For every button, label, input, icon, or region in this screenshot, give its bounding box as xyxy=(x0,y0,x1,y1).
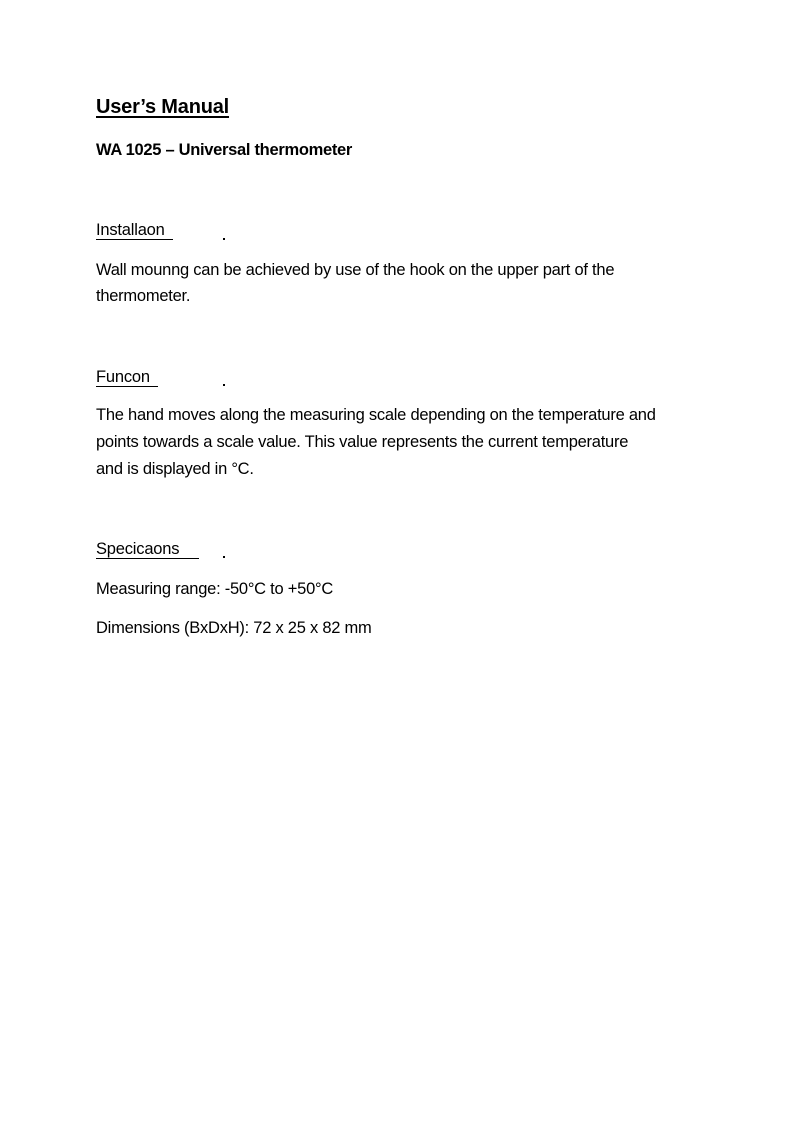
section-heading-installation xyxy=(96,221,173,240)
document-title: User’s Manual xyxy=(96,96,230,118)
section-heading-function xyxy=(96,368,158,387)
section-heading-specifications-text: Specicaons xyxy=(96,541,199,559)
installation-text-line-1: Wall mounng can be achieved by use of the hook on the upper part of the xyxy=(96,261,615,279)
stray-dot xyxy=(223,556,225,558)
function-text-line-3: and is displayed in °C. xyxy=(96,460,254,478)
function-text-line-2: points towards a scale value. This value represents the current temperature xyxy=(96,433,629,451)
section-heading-installation-text: Installaon xyxy=(96,222,173,240)
section-heading-function-text: Funcon xyxy=(96,369,158,387)
stray-dot xyxy=(223,238,225,240)
installation-text-line-2: thermometer. xyxy=(96,287,191,305)
function-text-line-1: The hand moves along the measuring scale depending on the temperature and xyxy=(96,406,656,424)
section-heading-specifications xyxy=(96,540,199,559)
document-subtitle: WA 1025 – Universal thermometer xyxy=(96,141,353,159)
spec-measuring-range: Measuring range: -50°C to +50°C xyxy=(96,580,334,598)
stray-dot xyxy=(223,384,225,386)
spec-dimensions: Dimensions (BxDxH): 72 x 25 x 82 mm xyxy=(96,619,372,637)
